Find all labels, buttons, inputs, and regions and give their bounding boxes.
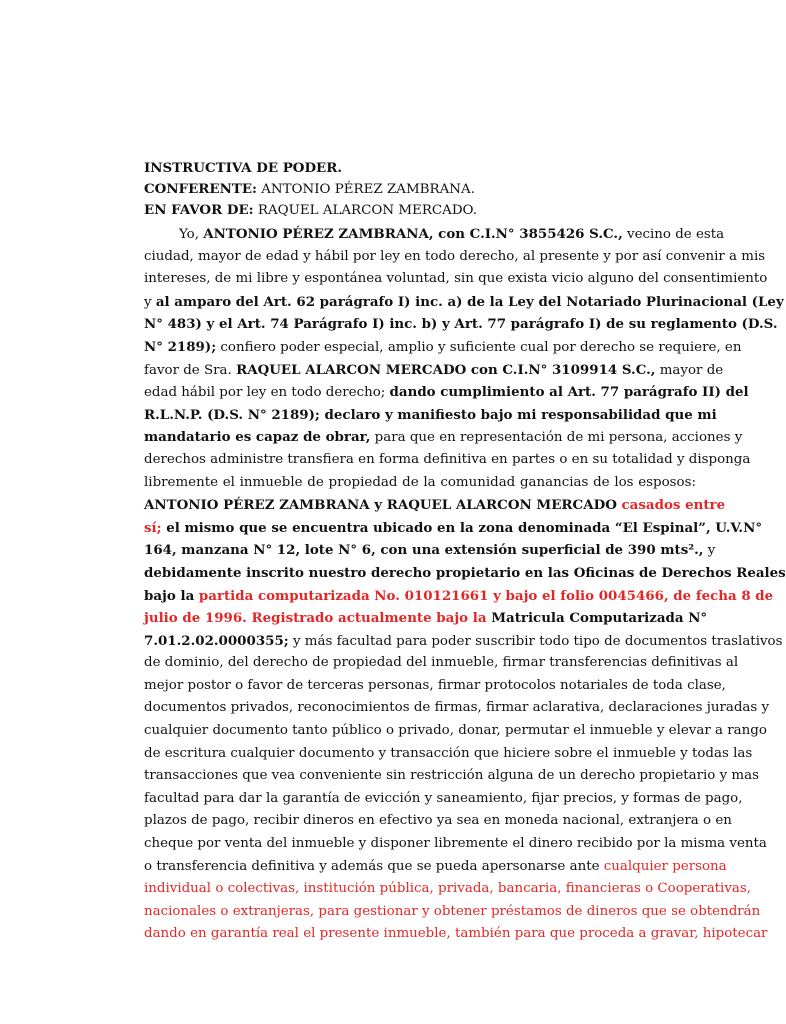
body-line — [144, 562, 786, 585]
body-line — [144, 856, 727, 879]
body-text-segment: y — [144, 294, 156, 310]
body-line — [144, 652, 739, 675]
body-text-segment: el mismo que se encuentra ubicado en la zona denominada “El Espinal”, U.V.N° — [161, 519, 763, 536]
body-text-segment: documentos privados, reconocimientos de firmas, firmar aclarativa, declaraciones juradas y — [144, 700, 770, 716]
body-line — [144, 472, 696, 495]
body-text-segment: mejor postor o favor de terceras personas, firmar protocolos notariales de toda clase, — [144, 677, 726, 693]
body-text-segment: dando cumplimiento al Art. 77 parágrafo II) del — [389, 384, 749, 401]
body-line — [144, 675, 726, 698]
body-text-segment: favor de Sra. — [144, 362, 237, 378]
body-text-segment: R.L.N.P. (D.S. N° 2189); declaro y manifiesto bajo mi responsabilidad que mi — [144, 406, 717, 423]
body-line — [144, 359, 724, 382]
highlighted-text: dando en garantía real el presente inmueble, también para que proceda a gravar, hipotecar — [144, 926, 768, 942]
body-line — [144, 381, 749, 404]
body-line — [144, 630, 783, 653]
document-page — [144, 158, 786, 946]
body-text-segment: y — [703, 543, 716, 559]
body-text-segment: 164, manzana N° 12, lote N° 6, con una extensión superficial de 390 mts²., — [144, 542, 704, 559]
body-text-segment: Yo, — [179, 227, 204, 242]
body-text-segment: plazos de pago, recibir dineros en efectivo ya sea en moneda nacional, extranjera o en — [144, 813, 732, 829]
body-text-segment: transacciones que vea conveniente sin restricción alguna de un derecho propietario y mas — [144, 768, 759, 784]
title-text: INSTRUCTIVA DE PODER. — [144, 160, 343, 176]
highlighted-text: sí; — [144, 519, 162, 536]
body-line — [144, 268, 768, 291]
body-line — [144, 313, 778, 336]
highlighted-text: partida computarizada No. 010121661 y bajo el folio 0045466, de fecha 8 de — [198, 587, 774, 604]
body-text-segment: intereses, de mi libre y espontánea voluntad, sin que exista vicio alguno del consentimiento — [144, 271, 768, 287]
body-text-segment: o transferencia definitiva y además que se pueda apersonarse ante — [144, 858, 604, 874]
highlighted-text: cualquier persona — [603, 858, 727, 874]
body-text-segment: edad hábil por ley en todo derecho; — [144, 385, 390, 401]
body-text-segment: cualquier documento tanto público o privado, donar, permutar el inmueble y elevar a rango — [144, 723, 767, 739]
body-text-segment: ciudad, mayor de edad y hábil por ley en todo derecho, al presente y por así convenir a mis — [144, 248, 766, 264]
body-text-segment: y más facultad para poder suscribir todo tipo de documentos traslativos — [288, 633, 783, 649]
body-text-segment: RAQUEL ALARCON MERCADO con C.I.N° 3109914 S.C., — [236, 361, 656, 378]
body-line — [144, 607, 708, 630]
body-line — [144, 788, 743, 811]
body-line — [144, 878, 752, 901]
body-text-segment: al amparo del Art. 62 parágrafo I) inc. a) de la Ley del Notariado Plurinacional (Ley — [155, 293, 784, 310]
body-text-segment: debidamente inscrito nuestro derecho propietario en las Oficinas de Derechos Reales — [144, 564, 786, 581]
highlighted-text: individual o colectivas, institución pública, privada, bancaria, financieras o Cooperativas, — [144, 881, 752, 897]
body-line — [144, 923, 768, 946]
beneficiary-line — [144, 200, 696, 221]
highlighted-text: nacionales o extranjeras, para gestionar y obtener préstamos de dineros que se obtendrán — [144, 903, 761, 919]
body-line — [144, 833, 767, 856]
body-line — [144, 517, 763, 540]
body-line — [144, 426, 743, 449]
body-line — [144, 404, 717, 427]
body-text-segment: confiero poder especial, amplio y suficiente cual por derecho se requiere, en — [216, 339, 742, 355]
body-line — [144, 223, 725, 246]
body-line — [144, 291, 784, 314]
body-text-segment: para que en representación de mi persona, acciones y — [370, 430, 743, 446]
body-line — [144, 494, 726, 517]
highlighted-text: julio de 1996. Registrado actualmente bajo la — [144, 610, 487, 627]
body-text-segment: N° 2189); — [144, 338, 217, 355]
body-text-segment: de dominio, del derecho de propiedad del inmueble, firmar transferencias definitivas al — [144, 655, 739, 671]
highlighted-text: casados entre — [621, 497, 726, 514]
body-text-segment: Matricula Computarizada N° — [486, 610, 708, 627]
beneficiary-name: RAQUEL ALARCON MERCADO. — [253, 203, 478, 218]
power-of-attorney-body — [144, 223, 786, 946]
body-line — [144, 539, 716, 562]
body-line — [144, 246, 766, 269]
body-text-segment: cheque por venta del inmueble y disponer libremente el dinero recibido por la misma venta — [144, 836, 767, 852]
body-text-segment: de escritura cualquier documento y transacción que hiciere sobre el inmueble y todas las — [144, 745, 753, 761]
body-line — [144, 697, 770, 720]
body-text-segment: facultad para dar la garantía de evicción y saneamiento, fijar precios, y formas de pago, — [144, 790, 743, 806]
body-text-segment: ANTONIO PÉREZ ZAMBRANA y RAQUEL ALARCON MERCADO — [144, 497, 622, 514]
body-text-segment: vecino de esta — [622, 227, 725, 242]
body-text-segment: N° 483) y el Art. 74 Parágrafo I) inc. b) y Art. 77 parágrafo I) de su reglamento (D.S. — [144, 316, 778, 333]
body-text-segment: mandatario es capaz de obrar, — [144, 429, 371, 446]
body-text-segment: derechos administre transfiera en forma definitiva en partes o en su totalidad y disponga — [144, 451, 751, 467]
body-line — [144, 765, 759, 788]
body-line — [144, 449, 751, 472]
body-text-segment: 7.01.2.02.0000355; — [144, 632, 289, 649]
body-text-segment: ANTONIO PÉREZ ZAMBRANA, con C.I.N° 3855426 S.C., — [203, 226, 623, 242]
beneficiary-label: EN FAVOR DE: — [144, 202, 254, 218]
body-text-segment: bajo la — [144, 587, 199, 604]
document-title — [144, 158, 696, 179]
body-text-segment: mayor de — [655, 362, 724, 378]
body-line — [144, 585, 774, 608]
body-line — [144, 743, 753, 766]
body-line — [144, 336, 742, 359]
body-line — [144, 810, 732, 833]
grantor-name: ANTONIO PÉREZ ZAMBRANA. — [256, 182, 475, 197]
body-line — [144, 720, 767, 743]
body-line — [144, 901, 761, 924]
body-text-segment: libremente el inmueble de propiedad de la comunidad ganancias de los esposos: — [144, 474, 696, 490]
grantor-line — [144, 179, 696, 200]
grantor-label: CONFERENTE: — [144, 181, 257, 197]
